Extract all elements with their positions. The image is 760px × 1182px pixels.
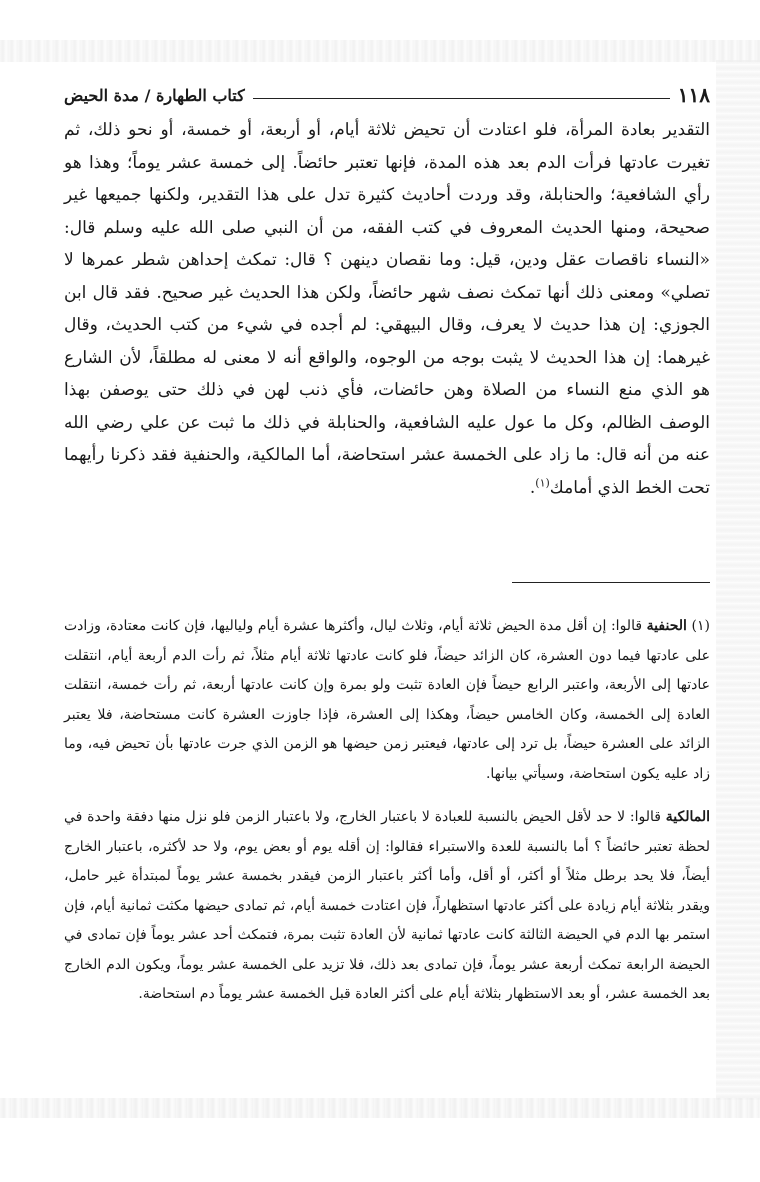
footnote-maliki — [64, 803, 710, 1010]
footnotes-section — [64, 612, 710, 1024]
scan-noise-right — [716, 60, 760, 1100]
footnote-hanafi-text: قالوا: إن أقل مدة الحيض ثلاثة أيام، وثلاث ليال، وأكثرها عشرة أيام ولياليها، فإن كانت معتادة، وزادت على عادتها فيما دون العشرة، كان الزائد حيضاً، فلو كانت عادتها ثلاثة أيام مثلاً، ثم رأت الدم أربعة أيام، انتقلت عادتها إلى الأربعة، واعتبر الرابع حيضاً فإن العادة تثبت ولو بمرة وإن كانت عادتها أربعة، ثم رأت خمسة، انتقلت العادة إلى الخمسة، وكان الخامس حيضاً، وهكذا إلى العشرة، فإذا جاوزت العشرة كانت مستحاضة، فلا يعتبر الزائد على العشرة حيضاً، بل ترد إلى عادتها، فيعتبر زمن حيضها هو الزمن الذي جرت عادتها بأن تحيض فيه، وما زاد عليه يكون استحاضة، وسيأتي بيانها. — [64, 618, 710, 782]
end-punctuation: . — [529, 477, 536, 498]
main-paragraph — [64, 114, 710, 504]
school-name-hanafi: الحنفية — [646, 618, 687, 634]
header-rule — [253, 98, 670, 99]
running-title: كتاب الطهارة / مدة الحيض — [64, 85, 245, 105]
page-number: ١١٨ — [677, 83, 710, 107]
scan-noise-top — [0, 40, 760, 62]
scan-noise-bottom — [0, 1098, 760, 1118]
main-paragraph-text: التقدير بعادة المرأة، فلو اعتادت أن تحيض ثلاثة أيام، أو أربعة، أو خمسة، أو نحو ذلك، ثم تغيرت عادتها فرأت الدم بعد هذه المدة، فإنها تعتبر حائضاً. إلى خمسة عشر يوماً؛ وهذا هو رأي الشافعية؛ والحنابلة، وقد وردت أحاديث كثيرة تدل على هذا التقدير، ولكنها جميعها غير صحيحة، ومنها الحديث المعروف في كتب الفقه، من أن النبي صلى الله عليه وسلم قال: «النساء ناقصات عقل ودين، قيل: وما نقصان دينهن ؟ قال: تمكث إحداهن شطر عمرها لا تصلي» ومعنى ذلك أنها تمكث نصف شهر حائضاً، ولكن هذا الحديث غير صحيح. فقد قال ابن الجوزي: إن هذا حديث لا يعرف، وقال البيهقي: لم أجده في شيء من كتب الحديث، وقال غيرهما: إن هذا الحديث لا يثبت بوجه من الوجوه، والواقع أنه لا معنى له مطلقاً، لأن الشارع هو الذي منع النساء من الصلاة وهن حائضات، فأي ذنب لهن في ذلك حتى يوصفن بهذا الوصف الظالم، وكل ما عول عليه الشافعية، والحنابلة في ذلك ما ثبت عن علي رضي الله عنه من أنه قال: ما زاد على الخمسة عشر استحاضة، أما المالكية، والحنفية فقد ذكرنا رأيهما تحت الخط الذي أمامك — [64, 120, 710, 498]
footnote-reference: (١) — [535, 475, 550, 489]
footnote-number: (١) — [691, 618, 711, 634]
footnote-separator — [512, 582, 710, 583]
main-body-text — [64, 114, 710, 504]
footnote-hanafi — [64, 612, 710, 789]
page-header — [64, 80, 710, 110]
school-name-maliki: المالكية — [665, 809, 710, 825]
footnote-maliki-text: قالوا: لا حد لأقل الحيض بالنسبة للعبادة لا باعتبار الخارج، ولا باعتبار الزمن فلو نزل منها دفقة واحدة في لحظة تعتبر حائضاً ؟ أما بالنسبة للعدة والاستبراء فقالوا: إن أقله يوم أو بعض يوم، ولا حد لأكثره، باعتبار الخارج أيضاً، فلا يحد برطل مثلاً أو أكثر، أو أقل، وأما أكثر باعتبار الزمن فيقدر بخمسة عشر يوماً لمبتدأة غير حامل، ويقدر بثلاثة أيام زيادة على أكثر عادتها استظهاراً، فإن اعتادت خمسة أيام، ثم تمادى حيضها مكثت ثمانية أيام، فإن استمر بها الدم في الحيضة الثالثة كانت عادتها ثمانية لأن العادة تثبت بمرة، فتمكث أحد عشر يوماً فإن تمادى في الحيضة الرابعة تمكث أربعة عشر يوماً، فإن تمادى بعد ذلك، فلا تزيد على الخمسة عشر يوماً، ويكون الدم الخارج بعد الخمسة عشر، أو بعد الاستظهار بثلاثة أيام على أكثر العادة قبل الخمسة عشر يوماً دم استحاضة. — [64, 809, 710, 1002]
